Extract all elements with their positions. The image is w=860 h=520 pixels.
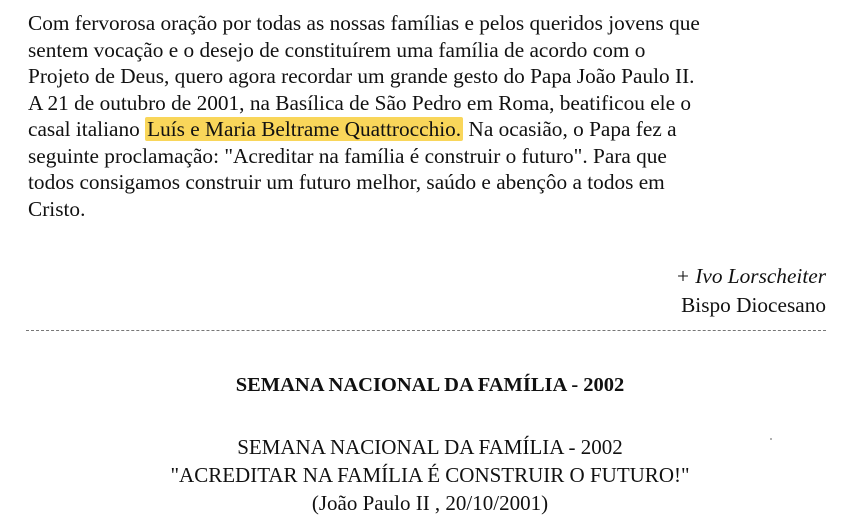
paragraph-line-7: todos consigamos construir um futuro melhor, saúdo e abençôo a todos em — [28, 170, 665, 194]
paragraph-line-5-start: casal italiano — [28, 117, 146, 141]
paragraph-line-6: seguinte proclamação: "Acreditar na família é construir o futuro". Para que — [28, 143, 667, 168]
paragraph-line-4: A 21 de outubro de 2001, na Basílica de São Pedro em Roma, beatificou ele o — [28, 90, 692, 115]
paragraph-line-5 — [28, 116, 838, 143]
section-divider — [26, 330, 826, 331]
signature-role: Bispo Diocesano — [681, 293, 826, 317]
paragraph-line-1: Com fervorosa oração por todas as nossas famílias e pelos queridos jovens que — [28, 11, 700, 35]
signature-name: + Ivo Lorscheiter — [675, 264, 826, 288]
signature-block — [676, 262, 826, 320]
paragraph-line-3: Projeto de Deus, quero agora recordar um grande gesto do Papa João Paulo II. — [28, 64, 695, 88]
paragraph-line-5-end: Na ocasião, o Papa fez a — [463, 117, 677, 141]
quote-attribution: (João Paulo II , 20/10/2001) — [311, 491, 549, 515]
paragraph-line-2: sentem vocação e o desejo de constituírem uma família de acordo com o — [28, 37, 646, 62]
event-motto: "ACREDITAR NA FAMÍLIA É CONSTRUIR O FUTURO!" — [170, 463, 690, 487]
scan-speck — [770, 438, 772, 440]
letter-paragraph — [28, 10, 838, 222]
event-title-block — [0, 433, 860, 517]
highlighted-names: Luís e Maria Beltrame Quattrocchio. — [147, 117, 462, 141]
section-heading: SEMANA NACIONAL DA FAMÍLIA - 2002 — [235, 374, 625, 396]
event-subtitle: SEMANA NACIONAL DA FAMÍLIA - 2002 — [237, 435, 623, 459]
paragraph-line-8: Cristo. — [28, 196, 86, 221]
